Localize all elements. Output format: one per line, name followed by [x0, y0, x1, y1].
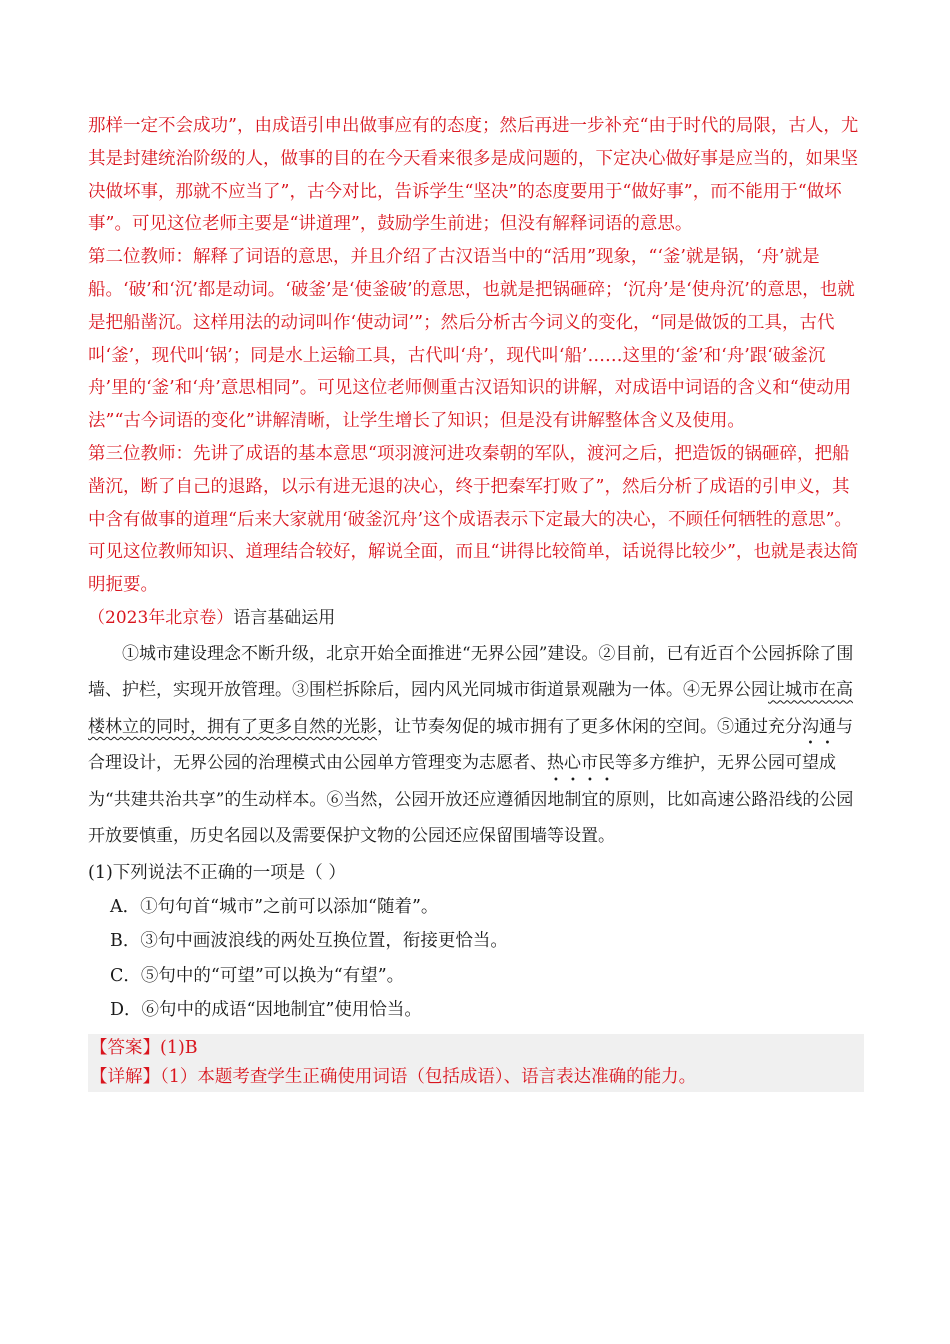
option-c[interactable]: C．⑤句中的“可望”可以换为“有望”。 [110, 965, 405, 986]
detail-tag: 【详解】 [90, 1066, 160, 1087]
document-content [88, 110, 864, 1092]
passage-text-2: ，让节奏匆促的城市拥有了更多休闲的空间。⑤通过充分沟通与合理设计，无界公园的治理模式由公园单方管理变为志愿者、热心市民等多方维护，无界公园 [88, 716, 853, 774]
explanation-paragraph-3: 第三位教师：先讲了成语的基本意思“项羽渡河进攻秦朝的军队，渡河之后，把造饭的锅砸碎，把船凿沉，断了自己的退路，以示有进无退的决心，终于把秦军打败了”，然后分析了成语的引申义，其中含有做事的道理“后来大家就用‘破釜沉舟’这个成语表示下定最大的决心，不顾任何牺牲的意思”。可见这位教师知识、道理结合较好，解说全面，而且“讲得比较简单，话说得比较少”，也就是表达简明扼要。 [88, 443, 859, 596]
section-title: 语言基础运用 [233, 607, 336, 628]
options-list [88, 890, 864, 1028]
passage-text-3: 成为“共建共治共享”的生动样本。⑥当然，公园开放还应遵循 [88, 753, 836, 810]
question-heading [88, 604, 864, 632]
passage-text-4: 的原则，比如高速公路沿线的公园开放要慎重，历史名园以及需要保护文物的公园还应保留围墙等设置。 [88, 789, 854, 847]
answer-section [88, 1034, 864, 1092]
detail-text: （1）本题考查学生正确使用词语（包括成语）、语言表达准确的能力。 [160, 1066, 697, 1087]
emphasis-dot-char: 制 [564, 789, 582, 810]
answer-line [90, 1034, 864, 1063]
emphasis-dot-char: 因 [530, 789, 548, 810]
wavy-underlined-text: 让城市在高楼林立的同时，拥有了更多自然的光影 [88, 680, 853, 737]
explanation-paragraph-2: 第二位教师：解释了词语的意思，并且介绍了古汉语当中的“活用”现象，“‘釜’就是锅，‘舟’就是船。‘破’和‘沉’都是动词。‘破釜’是‘使釜破’的意思，也就是把锅砸碎；‘沉舟’是‘使舟沉’的意思，也就是把船凿沉。这样用法的动词叫作‘使动词’”；然后分析古今词义的变化，“同是做饭的工具，古代叫‘釜’，现代叫‘锅’；同是水上运输工具，古代叫‘舟’，现代叫‘船’……这里的‘釜’和‘舟’跟‘破釜沉舟’里的‘釜’和‘舟’意思相同”。可见这位老师侧重古汉语知识的讲解，对成语中词语的含义和“使动用法”“古今词语的变化”讲解清晰，让学生增长了知识；但是没有讲解整体含义及使用。 [88, 247, 855, 432]
emphasis-dot-char: 望 [802, 753, 819, 774]
option-b[interactable]: B．③句中画波浪线的两处互换位置，衔接更恰当。 [110, 931, 508, 952]
question-stem: (1)下列说法不正确的一项是（ ） [88, 862, 346, 883]
dotted-word-kewang [785, 753, 819, 773]
explanation-paragraph-1: 那样一定不会成功”，由成语引申出做事应有的态度；然后再进一步补充“由于时代的局限，古人，尤其是封建统治阶级的人，做事的目的在今天看来很多是成问题的，下定决心做好事是应当的，如果坚决做坏事，那就不应当了”，古今对比，告诉学生“坚决”的态度要用于“做好事”，而不能用于“做坏事”。可见这位老师主要是“讲道理”，鼓励学生前进；但没有解释词语的意思。 [88, 116, 859, 235]
reading-passage [88, 636, 864, 855]
passage-text-1: ①城市建设理念不断升级，北京开始全面推进“无界公园”建设。②目前，已有近百个公园拆除了围墙、护栏，实现开放管理。③围栏拆除后，园内风光同城市街道景观融为一体。④无界公园 [88, 643, 854, 701]
option-d[interactable]: D．⑥句中的成语“因地制宜”使用恰当。 [110, 1000, 422, 1021]
emphasis-dot-char: 可 [785, 753, 802, 774]
detail-line [90, 1063, 864, 1092]
option-a[interactable]: A．①句句首“城市”之前可以添加“随着”。 [110, 896, 439, 917]
source-label: （2023年北京卷） [88, 607, 234, 628]
answer-tag: 【答案】 [90, 1037, 160, 1058]
dotted-word-yindizhiyi [530, 790, 598, 810]
emphasis-dot-char: 宜 [581, 789, 599, 810]
answer-text: (1)B [160, 1037, 198, 1058]
explanation-block [88, 110, 864, 602]
emphasis-dot-char: 地 [547, 789, 565, 810]
